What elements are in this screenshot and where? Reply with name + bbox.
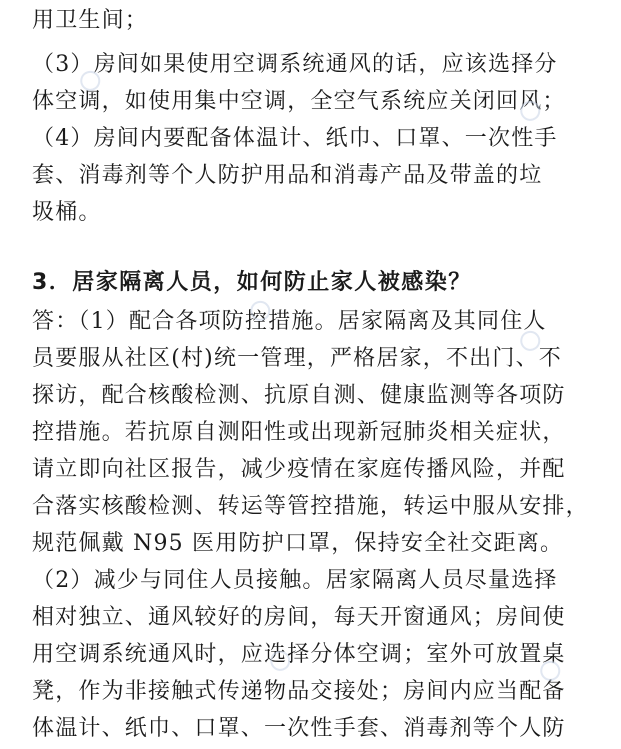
text-line-18: 凳，作为非接触式传递物品交接处；房间内应当配备 <box>32 679 566 704</box>
text-line-12: 请立即向社区报告，减少疫情在家庭传播风险，并配 <box>32 457 566 482</box>
text-line-17: 用空调系统通风时，应选择分体空调；室外可放置桌 <box>32 642 566 667</box>
text-line-15: （2）减少与同住人员接触。居家隔离人员尽量选择 <box>32 568 558 593</box>
text-line-16: 相对独立、通风较好的房间，每天开窗通风；房间使 <box>32 605 566 630</box>
text-line-1: 用卫生间； <box>32 8 149 33</box>
text-line-8: 答：（1）配合各项防控措施。居家隔离及其同住人 <box>32 309 547 334</box>
text-line-4: （4）房间内要配备体温计、纸巾、口罩、一次性手 <box>32 126 558 151</box>
text-line-6: 圾桶。 <box>32 200 102 225</box>
text-line-2: （3）房间如果使用空调系统通风的话，应该选择分 <box>32 52 558 77</box>
text-line-11: 控措施。若抗原自测阳性或出现新冠肺炎相关症状， <box>32 420 566 445</box>
text-line-13: 合落实核酸检测、转运等管控措施，转运中服从安排， <box>32 494 589 519</box>
text-line-19: 体温计、纸巾、口罩、一次性手套、消毒剂等个人防 <box>32 716 566 741</box>
text-line-9: 员要服从社区(村)统一管理，严格居家，不出门、不 <box>32 346 562 371</box>
text-line-14: 规范佩戴 N95 医用防护口罩，保持安全社交距离。 <box>32 531 564 556</box>
text-line-3: 体空调，如使用集中空调，全空气系统应关闭回风； <box>32 89 566 114</box>
text-line-10: 探访，配合核酸检测、抗原自测、健康监测等各项防 <box>32 383 566 408</box>
text-line-5: 套、消毒剂等个人防护用品和消毒产品及带盖的垃 <box>32 163 543 188</box>
section-heading: 3．居家隔离人员，如何防止家人被感染？ <box>32 270 472 295</box>
